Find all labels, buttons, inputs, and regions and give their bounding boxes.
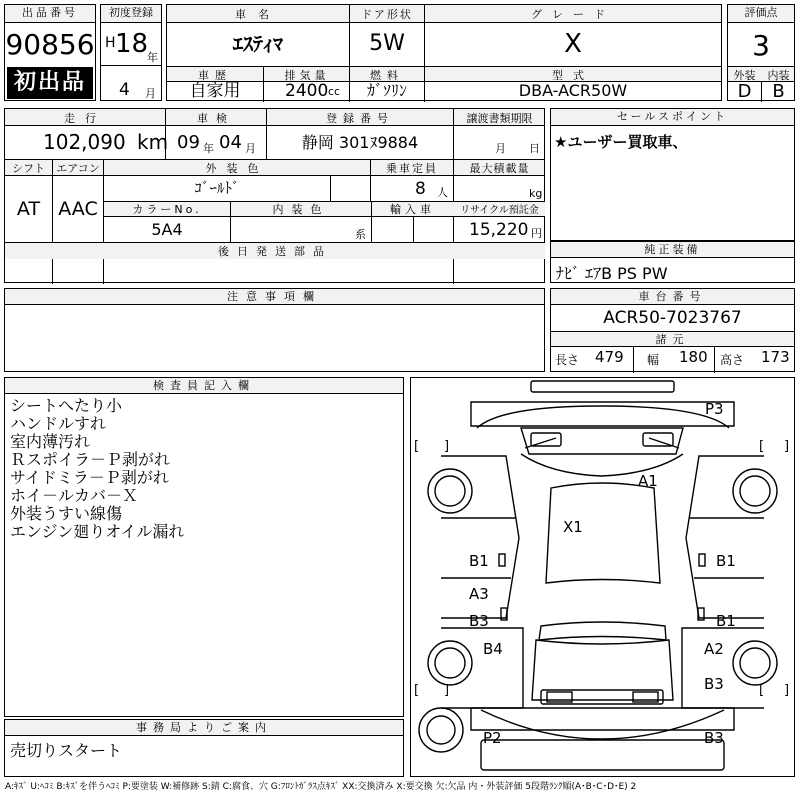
transfer-deadline-label: 譲渡書類期限 <box>466 112 533 125</box>
damage-mark-a3: A3 <box>469 585 489 603</box>
inspection-month-unit: 月 <box>245 142 256 155</box>
lot-number-box <box>4 4 96 101</box>
capacity-label: 乗車定員 <box>386 162 438 175</box>
first-listing-badge: 初出品 <box>7 67 93 99</box>
damage-mark-b4: B4 <box>483 640 503 658</box>
sales-point-box <box>550 108 795 241</box>
first-reg-year-unit: 年 <box>147 51 158 64</box>
era: H <box>105 35 116 51</box>
first-reg-month: 4 <box>119 81 130 99</box>
remark-line: シートへたり小 <box>10 397 123 415</box>
damage-mark-b3-rear: B3 <box>704 729 724 747</box>
bracket-left-bottom-close: ] <box>444 683 450 698</box>
displacement-unit: cc <box>328 85 341 98</box>
displacement: 2400 <box>285 82 329 100</box>
import-label: 輸入車 <box>390 203 435 216</box>
height-label: 高さ <box>720 353 745 367</box>
plate-number: 静岡 301ﾇ9884 <box>301 133 419 152</box>
remark-line: サイドミラ－Ｐ剥がれ <box>10 468 169 487</box>
chassis-number: ACR50-7023767 <box>603 308 742 328</box>
grade: X <box>564 29 582 59</box>
inspector-label: 検査員記入欄 <box>5 378 403 394</box>
damage-diagram <box>410 377 795 777</box>
transfer-month-unit: 月 <box>495 142 506 155</box>
exterior-grade: D <box>737 82 752 101</box>
legend-text: A:ｷｽﾞ U:ﾍｺﾐ B:ｷｽﾞを伴うﾍｺﾐ P:要塗装 W:補修跡 S:錆 C:腐食、穴 G:ﾌﾛﾝﾄｶﾞﾗｽ点ｷｽﾞ XX:交換済み X:要交換 欠:欠品 内・外装評価 5段階ﾗﾝｸ順(A･B･C･D･E) 2 <box>5 782 637 792</box>
office-text: 売切りスタート <box>10 741 123 760</box>
notes-box <box>4 288 545 372</box>
first-reg-year: 18 <box>115 29 149 59</box>
history-label: 車歴 <box>198 69 232 82</box>
remark-line: 室内薄汚れ <box>10 432 91 451</box>
exterior-color: ｺﾞｰﾙﾄﾞ <box>194 179 240 197</box>
exterior-color-label: 外装色 <box>205 162 269 175</box>
bracket-left-top-close: ] <box>444 439 450 454</box>
inspector-box <box>4 377 404 717</box>
aircon: AAC <box>58 198 98 220</box>
capacity: 8 <box>415 179 426 199</box>
mileage-unit: km <box>137 130 169 154</box>
remark-line: エンジン廻りオイル漏れ <box>10 522 185 541</box>
mileage-label: 走行 <box>64 112 106 125</box>
sales-point-label: セールスポイント <box>551 109 794 126</box>
score-box <box>727 4 795 101</box>
damage-mark-b3-right: B3 <box>704 675 724 693</box>
damage-mark-p2: P2 <box>483 729 502 747</box>
inspector-lines <box>10 397 184 541</box>
interior-grade: B <box>772 82 785 101</box>
model-code-label: 型式 <box>552 69 594 82</box>
plate-label: 登録番号 <box>326 112 394 125</box>
lot-number-label: 出品番号 <box>5 5 95 23</box>
width-label: 幅 <box>647 353 660 367</box>
bracket-right-top: [ <box>759 439 765 454</box>
grade-label: グレード <box>531 8 615 21</box>
interior-color-label: 内装色 <box>272 203 330 216</box>
inspection-label: 車検 <box>197 112 235 125</box>
bracket-left-bottom: [ <box>414 683 420 698</box>
damage-mark-x1: X1 <box>563 518 583 536</box>
first-reg-month-unit: 月 <box>145 87 156 100</box>
damage-mark-p3: P3 <box>705 400 724 418</box>
vehicle-main-box <box>166 4 722 101</box>
office-box <box>4 719 404 777</box>
recycle-deposit-label: リサイクル預託金 <box>460 205 539 216</box>
exterior-grade-label: 外装 <box>733 69 756 82</box>
capacity-unit: 人 <box>437 186 448 199</box>
car-name-label: 車名 <box>235 8 281 21</box>
bracket-right-bottom: [ <box>759 683 765 698</box>
equipment-label: 純正装備 <box>551 242 794 258</box>
aircon-label: エアコン <box>56 162 100 175</box>
fuel-label: 燃料 <box>370 69 404 82</box>
shift-label: シフト <box>12 162 45 175</box>
transfer-day-unit: 日 <box>529 142 540 155</box>
inspection-year: 09 <box>177 132 200 153</box>
dimensions-label: 諸元 <box>655 333 690 346</box>
remark-line: ホイ－ルカバ－Ｘ <box>10 486 139 505</box>
height: 173 <box>761 348 790 366</box>
equipment-box <box>550 241 795 283</box>
notes-label: 注意事項欄 <box>5 289 544 305</box>
first-registration-label: 初度登録 <box>101 5 161 23</box>
inspection-month: 04 <box>219 132 242 153</box>
max-load-unit: kg <box>529 187 543 200</box>
chassis-label: 車台番号 <box>551 289 794 305</box>
color-number-label: カラーNo. <box>132 203 202 216</box>
office-label: 事務局よりご案内 <box>5 720 403 736</box>
inspection-year-unit: 年 <box>203 142 214 155</box>
bracket-right-top-close: ] <box>784 439 790 454</box>
history: 自家用 <box>189 82 241 100</box>
shift: AT <box>16 198 41 220</box>
length-label: 長さ <box>555 353 580 367</box>
later-parts-label: 後日発送部品 <box>5 243 545 259</box>
length: 479 <box>595 348 624 366</box>
chassis-box <box>550 288 795 372</box>
equipment-text: ﾅﾋﾞ ｴｱB PS PW <box>556 264 668 283</box>
lot-number: 90856 <box>5 28 95 61</box>
damage-mark-a1: A1 <box>638 472 658 490</box>
displacement-label: 排気量 <box>284 69 330 82</box>
info-grid <box>4 108 545 283</box>
car-outline-diagram <box>411 378 794 776</box>
bracket-left-top: [ <box>414 439 420 454</box>
damage-mark-b1-left: B1 <box>469 552 489 570</box>
max-load-label: 最大積載量 <box>469 162 530 175</box>
door-type-label: ドア形状 <box>361 8 413 21</box>
fuel: ｶﾞｿﾘﾝ <box>366 82 407 100</box>
score: 3 <box>752 29 770 62</box>
damage-mark-a2: A2 <box>704 640 724 658</box>
model-code: DBA-ACR50W <box>518 82 628 100</box>
sales-point-text: ★ユーザー買取車、 <box>554 133 688 151</box>
score-label: 評価点 <box>728 5 794 23</box>
width: 180 <box>679 348 708 366</box>
damage-mark-b1-rear-right: B1 <box>716 612 736 630</box>
damage-mark-b3-left: B3 <box>469 612 489 630</box>
door-type: 5W <box>369 31 405 56</box>
bracket-right-bottom-close: ] <box>784 683 790 698</box>
damage-mark-b1-right: B1 <box>716 552 736 570</box>
interior-color-unit: 系 <box>355 228 366 241</box>
remark-line: ハンドルすれ <box>10 414 107 433</box>
car-name: ｴｽﾃｨﾏ <box>233 32 283 56</box>
remark-line: Ｒスポイラ－Ｐ剥がれ <box>10 450 171 469</box>
recycle-deposit: 15,220 <box>469 220 529 240</box>
interior-grade-label: 内装 <box>767 69 790 82</box>
mileage: 102,090 <box>43 130 126 154</box>
remark-line: 外装うすい線傷 <box>10 504 123 523</box>
color-number: 5A4 <box>151 220 183 239</box>
first-registration-box <box>100 4 162 101</box>
recycle-deposit-unit: 円 <box>531 227 542 240</box>
